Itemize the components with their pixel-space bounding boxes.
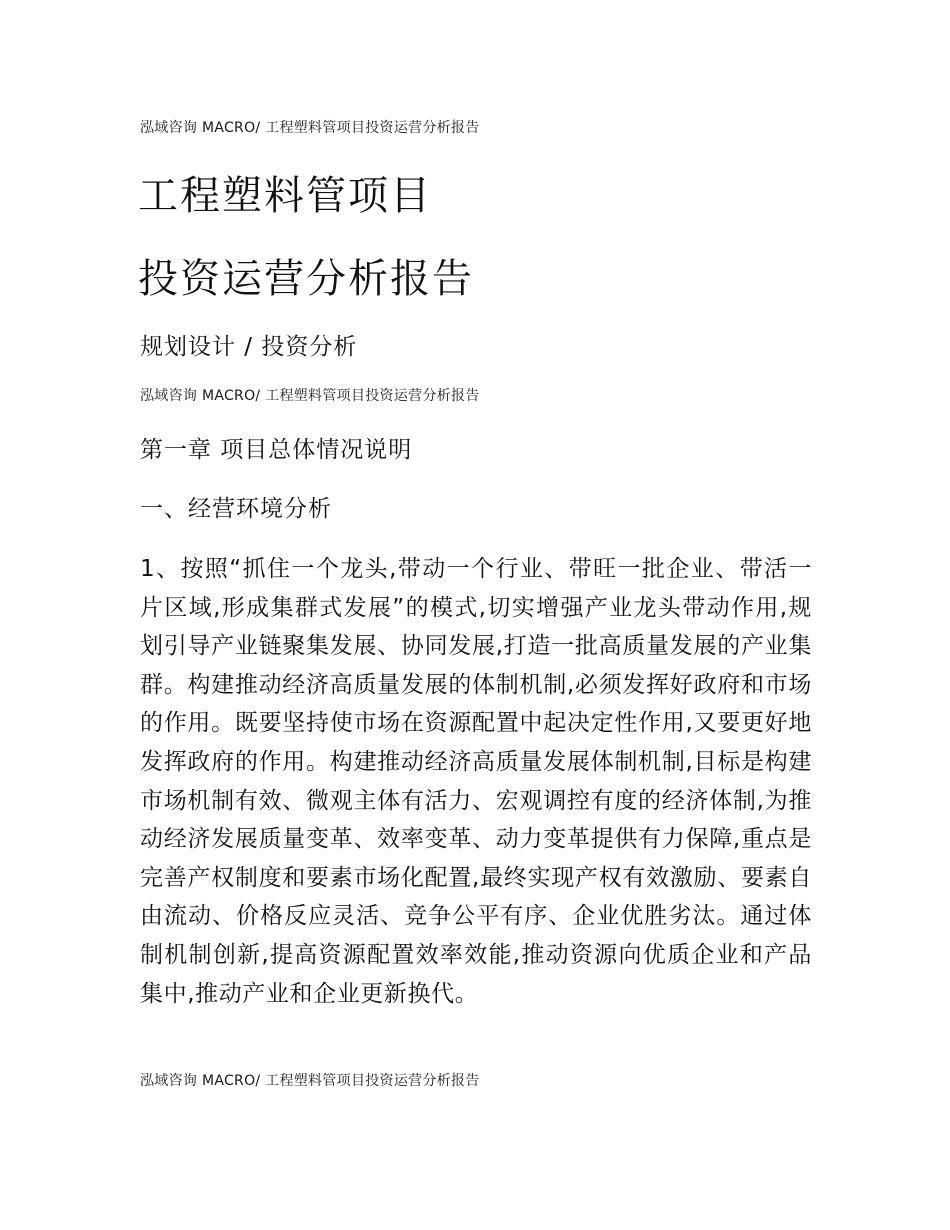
running-header-top: 泓域咨询 MACRO/ 工程塑料管项目投资运营分析报告 [140, 120, 480, 136]
body-paragraph: 1、按照“抓住一个龙头,带动一个行业、带旺一批企业、带活一片区域,形成集群式发展”的模式,切实增强产业龙头带动作用,规划引导产业链聚集发展、协同发展,打造一批高质量发展的产业集群。构建推动经济高质量发展的体制机制,必须发挥好政府和市场的作用。既要坚持使市场在资源配置中起决定性作用,又要更好地发挥政府的作用。构建推动经济高质量发展体制机制,目标是构建市场机制有效、微观主体有活力、宏观调控有度的经济体制,为推动经济发展质量变革、效率变革、动力变革提供有力保障,重点是完善产权制度和要素市场化配置,最终实现产权有效激励、要素自由流动、价格反应灵活、竞争公平有序、企业优胜劣汰。通过体制机制创新,提高资源配置效率效能,推动资源向优质企业和产品集中,推动产业和企业更新换代。 [140, 556, 812, 1007]
running-header-bottom: 泓域咨询 MACRO/ 工程塑料管项目投资运营分析报告 [140, 1073, 480, 1089]
section-heading: 一、经营环境分析 [140, 496, 332, 522]
document-title-line2: 投资运营分析报告 [138, 256, 474, 302]
document-subtitle: 规划设计 / 投资分析 [140, 334, 358, 360]
document-title-line1: 工程塑料管项目 [138, 173, 432, 219]
running-header-middle: 泓域咨询 MACRO/ 工程塑料管项目投资运营分析报告 [140, 388, 480, 404]
chapter-heading: 第一章 项目总体情况说明 [140, 437, 413, 463]
